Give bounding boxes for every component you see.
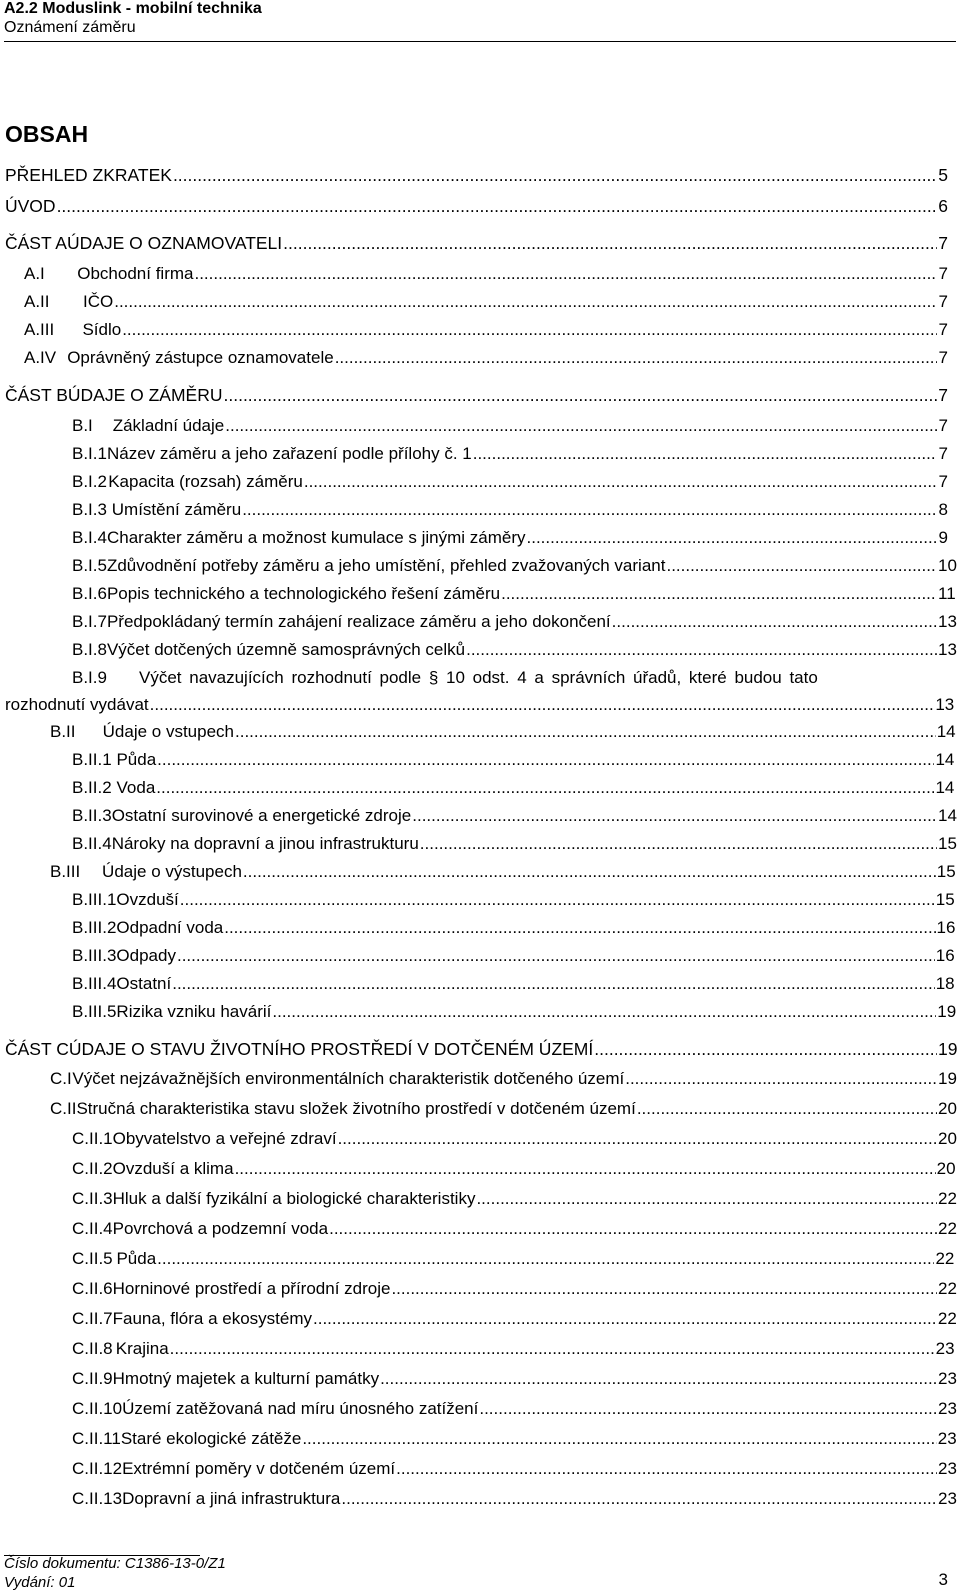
toc-entry-title-continued: rozhodnutí vydávat <box>5 695 149 714</box>
toc-entry-title: Voda <box>116 778 156 797</box>
toc-leader-dots <box>272 999 936 1025</box>
toc-entry-number: B.II.2 <box>72 778 112 797</box>
toc-entry-title: Odpadní voda <box>116 918 224 937</box>
toc-leader-dots <box>170 1336 935 1362</box>
toc-entry[interactable] <box>72 413 948 439</box>
toc-leader-dots <box>283 230 937 256</box>
toc-entry-title: Umístění záměru <box>111 500 242 519</box>
toc-entry[interactable] <box>72 581 956 607</box>
toc-entry-number: B.I.3 <box>72 500 107 519</box>
toc-entry[interactable] <box>72 943 955 969</box>
toc-entry-title: Krajina <box>115 1339 169 1358</box>
toc-entry-title: Sídlo <box>82 320 122 339</box>
toc-entry-title: ÚDAJE O ZÁMĚRU <box>67 385 223 405</box>
toc-entry-page: 7 <box>938 320 948 339</box>
toc-entry-page: 9 <box>938 528 948 547</box>
toc-leader-dots <box>412 803 937 829</box>
toc-entry-page: 23 <box>938 1369 957 1388</box>
toc-leader-dots <box>420 831 937 857</box>
toc-leader-dots <box>329 1216 937 1242</box>
toc-leader-dots <box>527 525 938 551</box>
toc-entry[interactable] <box>72 803 957 829</box>
toc-leader-dots <box>313 1306 937 1332</box>
toc-entry-number: B.II <box>50 722 76 741</box>
toc-entry-number: C.II.8 <box>72 1339 113 1358</box>
header-subtitle: Oznámení záměru <box>4 19 136 36</box>
toc-entry-title: Extrémní poměry v dotčeném území <box>122 1459 396 1478</box>
toc-leader-dots <box>335 345 937 371</box>
toc-entry[interactable] <box>5 1036 958 1062</box>
toc-entry-number: A.II <box>24 292 50 311</box>
toc-leader-dots <box>180 887 935 913</box>
toc-leader-dots <box>501 581 937 607</box>
toc-entry-page: 18 <box>935 974 955 993</box>
toc-entry[interactable] <box>72 469 948 495</box>
toc-leader-dots <box>666 553 937 579</box>
toc-entry-title: Ostatní <box>116 974 172 993</box>
toc-entry-number: B.I.2 <box>72 472 107 491</box>
toc-heading: OBSAH <box>5 121 89 147</box>
toc-leader-dots <box>156 775 934 801</box>
toc-entry-number: B.I.1 <box>72 444 107 463</box>
toc-entry-title: Základní údaje <box>112 416 225 435</box>
toc-leader-dots <box>473 441 937 467</box>
toc-entry-number: C.II.7 <box>72 1309 113 1328</box>
page-header <box>4 0 262 38</box>
toc-entry-page: 13 <box>938 640 957 659</box>
toc-entry-number: B.I <box>72 416 93 435</box>
toc-entry-number: C.II.1 <box>72 1129 113 1148</box>
toc-entry-title: Zdůvodnění potřeby záměru a jeho umístění, přehled zvažovaných variant <box>106 556 666 575</box>
toc-entry-continuation[interactable] <box>5 692 955 718</box>
toc-entry-page: 23 <box>938 1399 957 1418</box>
toc-entry-number: C.II.11 <box>72 1429 121 1448</box>
toc-leader-dots <box>57 193 937 219</box>
toc-entry-number: C.II.12 <box>72 1459 123 1478</box>
toc-entry-page: 20 <box>938 1129 957 1148</box>
toc-entry[interactable] <box>50 859 956 885</box>
toc-entry-page: 7 <box>938 472 948 491</box>
toc-leader-dots <box>612 609 937 635</box>
toc-entry-number: C.II.9 <box>72 1369 113 1388</box>
footer-page-number: 3 <box>938 1570 948 1589</box>
toc-entry-title: Nároky na dopravní a jinou infrastrukturu <box>111 834 419 853</box>
toc-entry-number: B.II.3 <box>72 806 112 825</box>
toc-entry[interactable] <box>72 747 955 773</box>
toc-entry-title: Ovzduší <box>116 890 179 909</box>
toc-leader-dots <box>341 1486 937 1512</box>
toc-entry-number: B.III <box>50 862 81 881</box>
toc-entry[interactable] <box>72 525 948 551</box>
toc-entry-title: Odpady <box>116 946 176 965</box>
toc-entry-number: B.III.3 <box>72 946 117 965</box>
toc-entry-page: 7 <box>938 416 948 435</box>
toc-entry-title: Stručná charakteristika stavu složek životního prostředí v dotčeném území <box>76 1099 636 1118</box>
toc-leader-dots <box>224 915 935 941</box>
toc-entry-number: B.II.4 <box>72 834 112 853</box>
toc-entry[interactable] <box>24 317 948 343</box>
toc-entry-page: 13 <box>938 612 957 631</box>
toc-entry-page: 23 <box>938 1489 957 1508</box>
toc-leader-dots <box>224 382 938 408</box>
toc-entry-title: ÚVOD <box>5 196 56 216</box>
toc-leader-dots <box>625 1066 937 1092</box>
toc-entry-page: 22 <box>938 1189 957 1208</box>
toc-leader-dots <box>242 497 937 523</box>
toc-entry-page: 8 <box>938 500 948 519</box>
toc-entry-page: 7 <box>938 292 948 311</box>
toc-entry[interactable] <box>50 1096 957 1122</box>
toc-entry[interactable] <box>5 162 948 188</box>
toc-entry-number: A.I <box>24 264 45 283</box>
toc-entry-title: Obchodní firma <box>77 264 194 283</box>
toc-entry[interactable] <box>72 1396 957 1422</box>
toc-entry-page: 6 <box>938 196 948 216</box>
toc-entry-number: B.I.4 <box>72 528 107 547</box>
toc-entry-title: Území zatěžovaná nad míru únosného zatížení <box>122 1399 479 1418</box>
toc-entry-number: B.III.4 <box>72 974 117 993</box>
toc-entry-page: 16 <box>936 918 956 937</box>
toc-entry-page: 22 <box>938 1219 957 1238</box>
toc-leader-dots <box>302 1426 936 1452</box>
toc-entry-page: 19 <box>938 1069 957 1088</box>
toc-entry[interactable] <box>72 1366 957 1392</box>
toc-entry-page: 14 <box>935 778 955 797</box>
toc-entry-page: 7 <box>938 233 948 253</box>
toc-entry-page: 23 <box>935 1339 955 1358</box>
toc-entry-number: C.II.2 <box>72 1159 113 1178</box>
toc-entry-page: 7 <box>938 444 948 463</box>
toc-entry[interactable] <box>72 1336 955 1362</box>
toc-entry[interactable] <box>72 609 957 635</box>
toc-entry[interactable] <box>72 1306 957 1332</box>
toc-entry-title: Fauna, flóra a ekosystémy <box>112 1309 312 1328</box>
toc-entry[interactable] <box>72 831 957 857</box>
toc-entry-title: IČO <box>83 292 114 311</box>
toc-entry-number: B.III.2 <box>72 918 117 937</box>
toc-entry-number: B.I.7 <box>72 612 107 631</box>
toc-entry-number: C.II.10 <box>72 1399 123 1418</box>
toc-leader-dots <box>235 719 936 745</box>
toc-entry-title: Staré ekologické zátěže <box>120 1429 302 1448</box>
toc-entry-number: C.II.5 <box>72 1249 113 1268</box>
toc-entry[interactable] <box>72 1126 957 1152</box>
toc-leader-dots <box>194 261 937 287</box>
toc-entry-title: Ovzduší a klima <box>112 1159 234 1178</box>
toc-entry[interactable] <box>72 1276 957 1302</box>
toc-entry[interactable] <box>24 345 948 371</box>
toc-leader-dots <box>172 971 934 997</box>
toc-leader-dots <box>235 1156 936 1182</box>
footer-edition: Vydání: 01 <box>4 1574 76 1591</box>
toc-entry-number: B.I.6 <box>72 584 107 603</box>
toc-leader-dots <box>157 1246 934 1272</box>
toc-leader-dots <box>122 317 937 343</box>
toc-entry[interactable] <box>72 999 957 1025</box>
toc-entry-title: Výčet nejzávažnějších environmentálních charakteristik dotčeného území <box>72 1069 625 1088</box>
toc-entry-number: C.II.3 <box>72 1189 113 1208</box>
toc-entry-number: B.I.8 <box>72 640 107 659</box>
toc-entry[interactable] <box>72 665 948 691</box>
toc-entry-page: 15 <box>938 834 957 853</box>
toc-entry[interactable] <box>5 230 948 256</box>
toc-leader-dots <box>225 413 937 439</box>
toc-entry-title: Povrchová a podzemní voda <box>112 1219 329 1238</box>
toc-entry-page: 22 <box>937 1309 957 1328</box>
toc-entry-title: ÚDAJE O STAVU ŽIVOTNÍHO PROSTŘEDÍ V DOTČENÉM ÚZEMÍ <box>68 1039 594 1059</box>
toc-leader-dots <box>177 943 935 969</box>
toc-leader-dots <box>157 747 934 773</box>
toc-entry-page: 15 <box>936 862 956 881</box>
toc-leader-dots <box>396 1456 937 1482</box>
toc-entry-title: PŘEHLED ZKRATEK <box>5 165 172 185</box>
toc-entry[interactable] <box>24 261 948 287</box>
toc-entry-title: Kapacita (rozsah) záměru <box>108 472 303 491</box>
toc-leader-dots <box>476 1186 937 1212</box>
toc-entry-page: 13 <box>935 695 955 714</box>
toc-entry-title: Údaje o výstupech <box>102 862 242 881</box>
toc-entry[interactable] <box>72 441 948 467</box>
toc-entry-title: Název záměru a jeho zařazení podle přílohy č. 1 <box>106 444 472 463</box>
toc-entry[interactable] <box>72 1156 956 1182</box>
toc-entry-number: B.II.1 <box>72 750 112 769</box>
toc-entry-title: Výčet navazujících rozhodnutí podle § 10 odst. 4 a správních úřadů, které budou tato <box>139 668 818 687</box>
toc-leader-dots <box>114 289 937 315</box>
toc-entry[interactable] <box>72 497 948 523</box>
toc-entry-page: 20 <box>938 1099 957 1118</box>
toc-entry-page: 7 <box>938 348 948 367</box>
toc-entry-page: 14 <box>938 806 957 825</box>
toc-entry-number: ČÁST B <box>5 385 68 405</box>
toc-leader-dots <box>479 1396 937 1422</box>
toc-entry-number: ČÁST A <box>5 233 67 253</box>
toc-entry-page: 19 <box>938 1039 958 1059</box>
toc-entry[interactable] <box>72 971 955 997</box>
toc-entry[interactable] <box>72 1486 957 1512</box>
toc-entry-title: Oprávněný zástupce oznamovatele <box>67 348 334 367</box>
toc-entry[interactable] <box>5 193 948 219</box>
toc-leader-dots <box>304 469 937 495</box>
toc-entry-number: C.II <box>50 1099 77 1118</box>
toc-entry[interactable] <box>72 915 956 941</box>
toc-entry[interactable] <box>72 1426 957 1452</box>
toc-entry-number: A.IV <box>24 348 57 367</box>
toc-entry-page: 15 <box>935 890 955 909</box>
toc-entry-number: B.I.5 <box>72 556 107 575</box>
toc-entry-title: Předpokládaný termín zahájení realizace záměru a jeho dokončení <box>106 612 611 631</box>
toc-entry-title: Údaje o vstupech <box>102 722 235 741</box>
toc-entry-title: ÚDAJE O OZNAMOVATELI <box>66 233 283 253</box>
toc-entry-number: B.III.1 <box>72 890 117 909</box>
toc-leader-dots <box>243 859 936 885</box>
toc-entry[interactable] <box>50 719 956 745</box>
toc-entry-page: 20 <box>936 1159 956 1178</box>
toc-leader-dots <box>338 1126 937 1152</box>
toc-entry[interactable] <box>72 887 955 913</box>
toc-entry-title: Půda <box>116 1249 157 1268</box>
toc-entry[interactable] <box>72 1246 955 1272</box>
toc-entry-number: C.I <box>50 1069 72 1088</box>
toc-entry-number: B.III.5 <box>72 1002 117 1021</box>
toc-entry-page: 19 <box>937 1002 957 1021</box>
toc-entry-page: 14 <box>935 750 955 769</box>
toc-entry[interactable] <box>72 775 955 801</box>
toc-entry-title: Půda <box>116 750 157 769</box>
toc-entry[interactable] <box>72 1456 957 1482</box>
toc-entry-page: 14 <box>936 722 956 741</box>
toc-entry[interactable] <box>24 289 948 315</box>
footer-doc-number: Číslo dokumentu: C1386-13-0/Z1 <box>4 1555 226 1572</box>
toc-entry-page: 7 <box>938 264 948 283</box>
toc-leader-dots <box>594 1036 937 1062</box>
toc-entry-page: 23 <box>937 1429 957 1448</box>
toc-entry[interactable] <box>50 1066 957 1092</box>
toc-entry-number: C.II.4 <box>72 1219 113 1238</box>
toc-entry[interactable] <box>72 1186 957 1212</box>
toc-entry-page: 10 <box>938 556 957 575</box>
toc-entry-number: ČÁST C <box>5 1039 69 1059</box>
toc-leader-dots <box>150 692 935 718</box>
toc-leader-dots <box>173 162 937 188</box>
toc-entry[interactable] <box>72 637 957 663</box>
toc-entry-page: 5 <box>938 165 948 185</box>
toc-entry-number: A.III <box>24 320 55 339</box>
toc-entry-page: 16 <box>935 946 955 965</box>
toc-entry-page: 22 <box>935 1249 955 1268</box>
toc-entry-title: Hluk a další fyzikální a biologické charakteristiky <box>112 1189 476 1208</box>
toc-leader-dots <box>391 1276 937 1302</box>
toc-leader-dots <box>380 1366 937 1392</box>
toc-entry-title: Hmotný majetek a kulturní památky <box>112 1369 380 1388</box>
toc-entry[interactable] <box>72 1216 957 1242</box>
toc-entry-title: Dopravní a jiná infrastruktura <box>122 1489 341 1508</box>
toc-leader-dots <box>466 637 937 663</box>
toc-entry-title: Výčet dotčených územně samosprávných celků <box>106 640 466 659</box>
toc-entry-title: Ostatní surovinové a energetické zdroje <box>111 806 412 825</box>
header-title: A2.2 Moduslink - mobilní technika <box>4 0 262 17</box>
toc-entry[interactable] <box>72 553 957 579</box>
toc-entry-number: C.II.6 <box>72 1279 113 1298</box>
toc-entry-title: Rizika vzniku havárií <box>116 1002 272 1021</box>
toc-entry-title: Charakter záměru a možnost kumulace s jinými záměry <box>106 528 526 547</box>
toc-entry-title: Horninové prostředí a přírodní zdroje <box>112 1279 391 1298</box>
toc-entry[interactable] <box>5 382 948 408</box>
toc-entry-title: Obyvatelstvo a veřejné zdraví <box>112 1129 337 1148</box>
toc-entry-number: B.I.9 <box>72 668 107 687</box>
toc-entry-page: 23 <box>938 1459 957 1478</box>
toc-entry-page: 7 <box>938 385 948 405</box>
toc-entry-title: Popis technického a technologického řešení záměru <box>106 584 501 603</box>
header-rule <box>4 41 956 42</box>
toc-entry-number: C.II.13 <box>72 1489 123 1508</box>
toc-entry-page: 22 <box>938 1279 957 1298</box>
toc-leader-dots <box>637 1096 937 1122</box>
toc-entry-page: 11 <box>938 584 956 603</box>
